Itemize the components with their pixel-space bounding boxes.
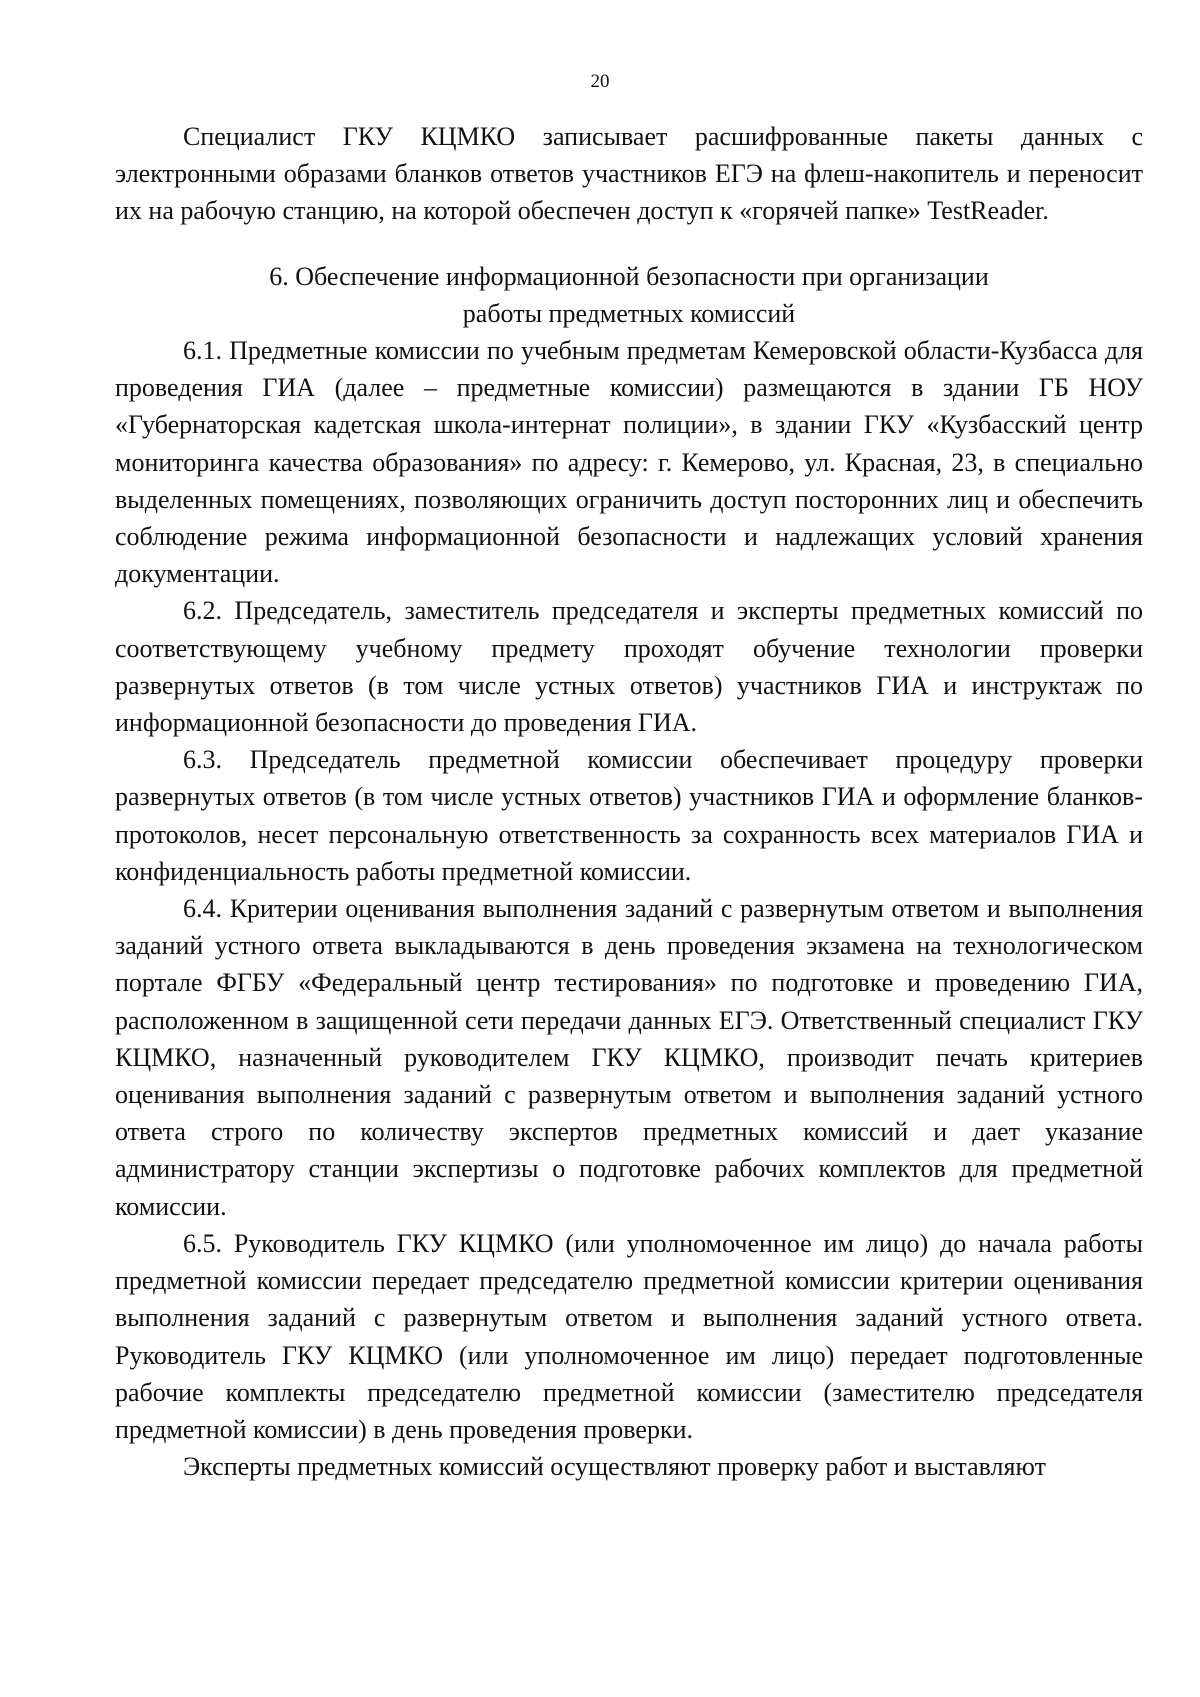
intro-paragraph: Специалист ГКУ КЦМКО записывает расшифрованные пакеты данных с электронными образами бланков ответов участников ЕГЭ на флеш-накопитель и переносит их на рабочую станцию, на которой обеспечен доступ к «горячей папке» TestReader.: [115, 122, 1143, 226]
section-heading: [115, 258, 1143, 332]
section-heading-line-2: работы предметных комиссий: [462, 298, 796, 328]
page-number: 20: [590, 71, 610, 92]
paragraph-6-3: 6.3. Председатель предметной комиссии обеспечивает процедуру проверки развернутых ответов (в том числе устных ответов) участников ГИА и оформление бланков-протоколов, несет персональную ответственность за сохранность всех материалов ГИА и конфиденциальность работы предметной комиссии.: [115, 745, 1143, 886]
paragraph-6-1: 6.1. Предметные комиссии по учебным предметам Кемеровской области-Кузбасса для проведения ГИА (далее – предметные комиссии) размещаются в здании ГБ НОУ «Губернаторская кадетская школа-интернат полиции», в здании ГКУ «Кузбасский центр мониторинга качества образования» по адресу: г. Кемерово, ул. Красная, 23, в специально выделенных помещениях, позволяющих ограничить доступ посторонних лиц и обеспечить соблюдение режима информационной безопасности и надлежащих условий хранения документации.: [115, 336, 1143, 589]
paragraph-6-4: 6.4. Критерии оценивания выполнения заданий с развернутым ответом и выполнения заданий устного ответа выкладываются в день проведения экзамена на технологическом портале ФГБУ «Федеральный центр тестирования» по подготовке и проведению ГИА, расположенном в защищенной сети передачи данных ЕГЭ. Ответственный специалист ГКУ КЦМКО, назначенный руководителем ГКУ КЦМКО, производит печать критериев оценивания выполнения заданий с развернутым ответом и выполнения заданий устного ответа строго по количеству экспертов предметных комиссий и дает указание администратору станции экспертизы о подготовке рабочих комплектов для предметной комиссии.: [115, 894, 1143, 1221]
paragraph-experts: Эксперты предметных комиссий осуществляют проверку работ и выставляют: [183, 1452, 1046, 1482]
document-body: [115, 118, 1143, 1485]
paragraph-6-2: 6.2. Председатель, заместитель председателя и эксперты предметных комиссий по соответствующему учебному предмету проходят обучение технологии проверки развернутых ответов (в том числе устных ответов) участников ГИА и инструктаж по информационной безопасности до проведения ГИА.: [115, 596, 1143, 738]
paragraph-6-5: 6.5. Руководитель ГКУ КЦМКО (или уполномоченное им лицо) до начала работы предметной комиссии передает председателю предметной комиссии критерии оценивания выполнения заданий с развернутым ответом и выполнения заданий устного ответа. Руководитель ГКУ КЦМКО (или уполномоченное им лицо) передает подготовленные рабочие комплекты председателю предметной комиссии (заместителю председателя предметной комиссии) в день проведения проверки.: [115, 1228, 1143, 1444]
section-heading-line-1: 6. Обеспечение информационной безопасности при организации: [269, 261, 989, 291]
